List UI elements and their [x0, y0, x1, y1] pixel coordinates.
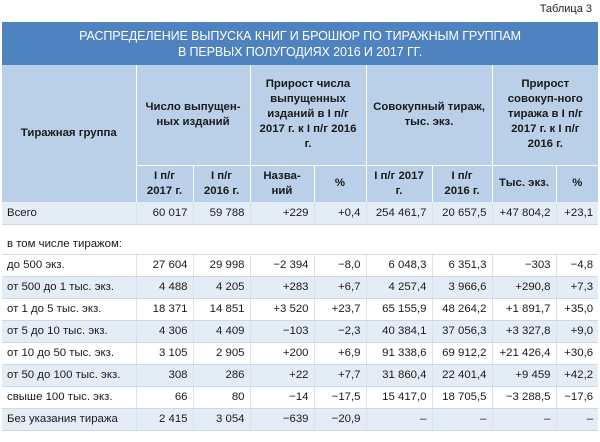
cell: 2 905 — [193, 342, 250, 364]
cell: 60 017 — [136, 202, 193, 225]
cell: −2,3 — [314, 320, 366, 342]
table-row-total — [2, 202, 598, 225]
cell: – — [492, 408, 556, 430]
cell: 4 205 — [193, 276, 250, 298]
table-row — [2, 364, 598, 386]
cell: −303 — [492, 254, 556, 276]
row-label: от 10 до 50 тыс. экз. — [2, 342, 136, 364]
cell: +30,6 — [556, 342, 598, 364]
cell: +23,7 — [314, 298, 366, 320]
cell: +42,2 — [556, 364, 598, 386]
header-group: Тиражная группа — [2, 65, 136, 202]
cell: +7,7 — [314, 364, 366, 386]
cell: 4 409 — [193, 320, 250, 342]
cell: +200 — [250, 342, 314, 364]
header-circulation: Совокупный тираж, тыс. экз. — [366, 65, 492, 165]
section-label: в том числе тиражом: — [2, 234, 598, 255]
cell: +0,4 — [314, 202, 366, 225]
cell: 18 705,5 — [432, 386, 492, 408]
cell: 80 — [193, 386, 250, 408]
cell: −20,9 — [314, 408, 366, 430]
cell: 15 417,0 — [366, 386, 432, 408]
cell: +6,9 — [314, 342, 366, 364]
cell: +21 426,4 — [492, 342, 556, 364]
subheader: Назва-ний — [250, 165, 314, 202]
header-growth-count: Прирост числа выпущенных изданий в I п/г 2017 г. к I п/г 2016 г. — [250, 65, 366, 165]
cell: +1 891,7 — [492, 298, 556, 320]
cell: +3 520 — [250, 298, 314, 320]
table-caption: Таблица 3 — [539, 3, 592, 15]
cell: +23,1 — [556, 202, 598, 225]
subheader: % — [314, 165, 366, 202]
table-row — [2, 386, 598, 408]
table-title-line2: В ПЕРВЫХ ПОЛУГОДИЯХ 2016 И 2017 ГГ. — [177, 44, 423, 59]
cell: +6,7 — [314, 276, 366, 298]
table-row — [2, 320, 598, 342]
subheader: I п/г 2016 г. — [193, 165, 250, 202]
cell: +3 327,8 — [492, 320, 556, 342]
cell: +283 — [250, 276, 314, 298]
cell: 31 860,4 — [366, 364, 432, 386]
cell: 3 966,6 — [432, 276, 492, 298]
cell: 286 — [193, 364, 250, 386]
table-row — [2, 276, 598, 298]
cell: +7,3 — [556, 276, 598, 298]
cell: +9 459 — [492, 364, 556, 386]
cell: −639 — [250, 408, 314, 430]
cell: 65 155,9 — [366, 298, 432, 320]
cell: 20 657,5 — [432, 202, 492, 225]
cell: 2 415 — [136, 408, 193, 430]
cell: 37 056,3 — [432, 320, 492, 342]
cell: +290,8 — [492, 276, 556, 298]
cell: – — [366, 408, 432, 430]
cell: +9,0 — [556, 320, 598, 342]
cell: 59 788 — [193, 202, 250, 225]
row-label: Всего — [2, 202, 136, 225]
spacer-row — [2, 224, 598, 234]
cell: 6 351,3 — [432, 254, 492, 276]
cell: 48 264,2 — [432, 298, 492, 320]
row-label: от 500 до 1 тыс. экз. — [2, 276, 136, 298]
cell: −17,5 — [314, 386, 366, 408]
row-label: от 1 до 5 тыс. экз. — [2, 298, 136, 320]
subheader: I п/г 2016 г. — [432, 165, 492, 202]
cell: 40 384,1 — [366, 320, 432, 342]
cell: 4 306 — [136, 320, 193, 342]
circulation-table — [2, 22, 598, 431]
subheader: % — [556, 165, 598, 202]
table-row — [2, 342, 598, 364]
cell: 308 — [136, 364, 193, 386]
cell: −103 — [250, 320, 314, 342]
subheader: Тыс. экз. — [492, 165, 556, 202]
header-growth-circulation: Прирост совокуп-ного тиража в I п/г 2017 г. к I п/г 2016 г. — [492, 65, 598, 165]
cell: 14 851 — [193, 298, 250, 320]
table-row — [2, 298, 598, 320]
cell: +47 804,2 — [492, 202, 556, 225]
cell: 18 371 — [136, 298, 193, 320]
row-label: свыше 100 тыс. экз. — [2, 386, 136, 408]
cell: +22 — [250, 364, 314, 386]
cell: −17,6 — [556, 386, 598, 408]
cell: 22 401,4 — [432, 364, 492, 386]
table-row — [2, 408, 598, 430]
cell: 4 257,4 — [366, 276, 432, 298]
table-title-line1: РАСПРЕДЕЛЕНИЕ ВЫПУСКА КНИГ И БРОШЮР ПО ТИРАЖНЫМ ГРУППАМ — [79, 28, 521, 43]
row-label: от 5 до 10 тыс. экз. — [2, 320, 136, 342]
cell: −8,0 — [314, 254, 366, 276]
cell: +229 — [250, 202, 314, 225]
header-count: Число выпущен-ных изданий — [136, 65, 250, 165]
cell: 4 488 — [136, 276, 193, 298]
cell: +35,0 — [556, 298, 598, 320]
subheader: I п/г 2017 г. — [366, 165, 432, 202]
subheader: I п/г 2017 г. — [136, 165, 193, 202]
table-title — [2, 22, 598, 65]
cell: – — [556, 408, 598, 430]
cell: 69 912,2 — [432, 342, 492, 364]
cell: 29 998 — [193, 254, 250, 276]
cell: 91 338,6 — [366, 342, 432, 364]
section-row — [2, 234, 598, 255]
cell: 6 048,3 — [366, 254, 432, 276]
cell: – — [432, 408, 492, 430]
row-label: до 500 экз. — [2, 254, 136, 276]
cell: −14 — [250, 386, 314, 408]
row-label: от 50 до 100 тыс. экз. — [2, 364, 136, 386]
cell: 66 — [136, 386, 193, 408]
cell: 27 604 — [136, 254, 193, 276]
cell: 3 105 — [136, 342, 193, 364]
data-rows — [2, 254, 598, 430]
row-label: Без указания тиража — [2, 408, 136, 430]
cell: −4,8 — [556, 254, 598, 276]
cell: −3 288,5 — [492, 386, 556, 408]
table-row — [2, 254, 598, 276]
cell: −2 394 — [250, 254, 314, 276]
cell: 254 461,7 — [366, 202, 432, 225]
cell: 3 054 — [193, 408, 250, 430]
